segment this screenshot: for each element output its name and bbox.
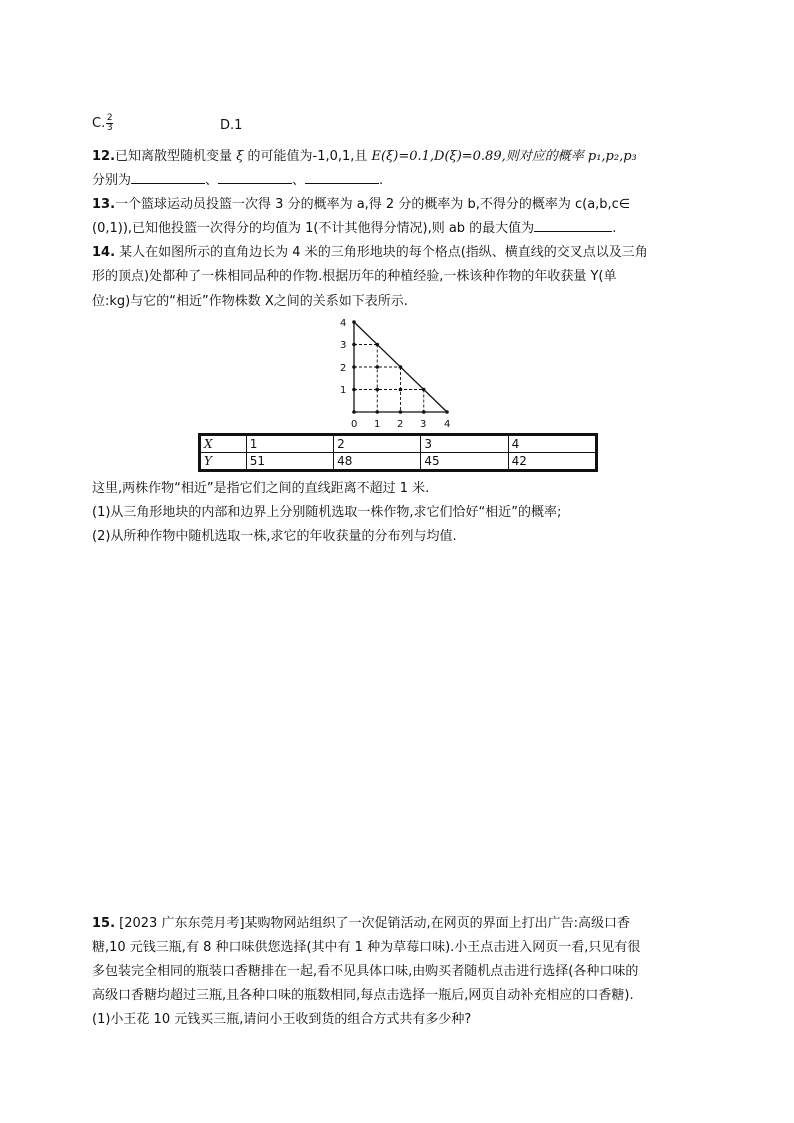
option-c-label: C. — [92, 116, 106, 131]
y-tick-label: 1 — [340, 385, 347, 396]
answer-blank[interactable] — [534, 219, 612, 232]
table-cell: 1 — [246, 435, 333, 453]
q14-part1: (1)从三角形地块的内部和边界上分别随机选取一株作物,求它们恰好“相近”的概率; — [92, 505, 562, 520]
answer-blank[interactable] — [305, 171, 379, 184]
q12-line2: 分别为 、 、 . — [92, 173, 384, 188]
q15-line2: 糖,10 元钱三瓶,有 8 种口味供您选择(其中有 1 种为草莓口味).小王点击进入网页一看,只见有很 — [92, 940, 641, 955]
table-cell: 42 — [508, 453, 596, 471]
table-row — [200, 453, 597, 471]
q12-line1: 12.已知离散型随机变量 ξ 的可能值为-1,0,1,且 E(ξ)=0.1,D(ξ)=0.89,则对应的概率 p₁,p₂,p₃ — [92, 149, 637, 164]
q14-line1: 14. 某人在如图所示的直角边长为 4 米的三角形地块的每个格点(指纵、横直线的交叉点以及三角 — [92, 245, 648, 260]
xy-table — [198, 433, 598, 472]
option-c — [92, 114, 113, 133]
table-cell: 3 — [421, 435, 508, 453]
option-d: D.1 — [220, 118, 243, 133]
x-tick-label: 4 — [444, 419, 451, 430]
y-tick-label: 2 — [340, 363, 347, 374]
q15-part1: (1)小王花 10 元钱买三瓶,请问小王收到货的组合方式共有多少种? — [92, 1012, 472, 1027]
answer-blank[interactable] — [131, 171, 205, 184]
q14-number: 14. — [92, 245, 116, 260]
table-row — [200, 435, 597, 453]
table-cell: 51 — [246, 453, 333, 471]
table-header-x: X — [200, 435, 247, 453]
table-cell: 2 — [334, 435, 421, 453]
q13-number: 13. — [92, 197, 116, 212]
q14-line2: 形的顶点)处都种了一株相同品种的作物.根据历年的种植经验,一株该种作物的年收获量 Y(单 — [92, 269, 617, 284]
table-cell: 45 — [421, 453, 508, 471]
table-header-y: Y — [200, 453, 247, 471]
q15-line4: 高级口香糖均超过三瓶,且各种口味的瓶数相同,每点击选择一瓶后,网页自动补充相应的口香糖). — [92, 988, 634, 1003]
y-tick-label: 3 — [340, 340, 347, 351]
q14-line3: 位:kg)与它的“相近”作物株数 X之间的关系如下表所示. — [92, 294, 408, 309]
q13-line2: (0,1)),已知他投篮一次得分的均值为 1(不计其他得分情况),则 ab 的最大值为 . — [92, 221, 617, 236]
x-tick-label: 0 — [351, 419, 358, 430]
x-tick-label: 3 — [420, 419, 427, 430]
q15-line3: 多包装完全相同的瓶装口香糖排在一起,看不见具体口味,由购买者随机点击进行选择(各种口味的 — [92, 964, 639, 979]
answer-blank[interactable] — [218, 171, 292, 184]
table-cell: 4 — [508, 435, 596, 453]
q12-number: 12. — [92, 149, 116, 164]
q13-line1: 13.一个篮球运动员投篮一次得 3 分的概率为 a,得 2 分的概率为 b,不得分的概率为 c(a,b,c∈ — [92, 197, 631, 212]
q14-part2: (2)从所种作物中随机选取一株,求它的年收获量的分布列与均值. — [92, 529, 457, 544]
q15-number: 15. — [92, 916, 116, 931]
q15-line1: 15. [2023 广东东莞月考]某购物网站组织了一次促销活动,在网页的界面上打出广告:高级口香 — [92, 916, 631, 931]
dashed-grid — [354, 345, 424, 413]
y-tick-label: 4 — [340, 318, 347, 329]
q14-after-table: 这里,两株作物“相近”是指它们之间的直线距离不超过 1 米. — [92, 481, 430, 496]
x-tick-label: 2 — [397, 419, 404, 430]
table-cell: 48 — [334, 453, 421, 471]
option-c-fraction: $\frac{2}{3}$ — [106, 113, 113, 133]
triangle-grid-figure — [335, 312, 460, 432]
x-tick-label: 1 — [374, 419, 381, 430]
